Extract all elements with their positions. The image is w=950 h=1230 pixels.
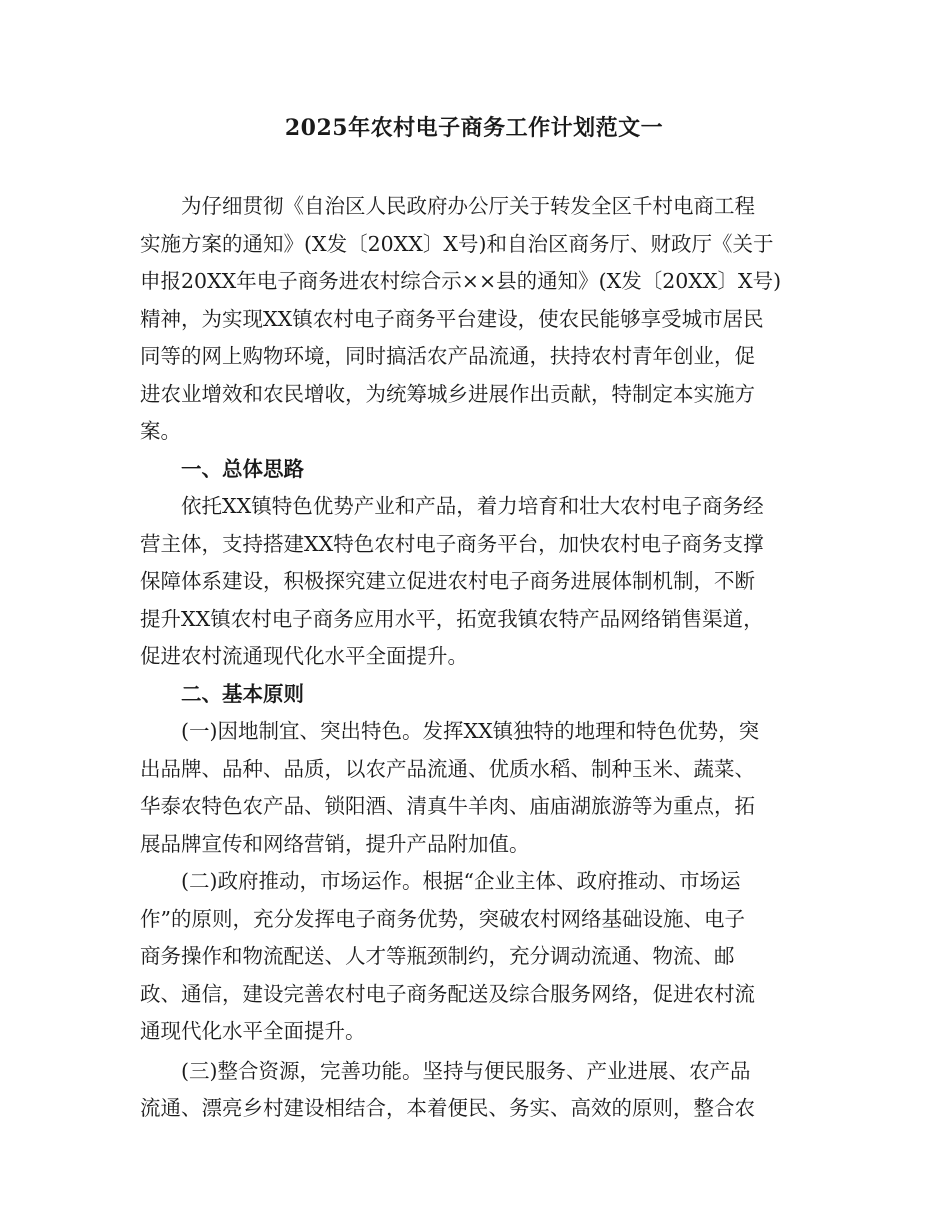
document-title: 2025年农村电子商务工作计划范文一 xyxy=(284,115,664,141)
document-page xyxy=(140,112,808,1128)
overall-approach-paragraph: 依托XX镇特色优势产业和产品，着力培育和壮大农村电子商务经 营主体，支持搭建XX特色农村电子商务平台，加快农村电子商务支撑 保障体系建设，积极探究建立促进农村电子商务进展体制机制，不断 提升XX镇农村电子商务应用水平，拓宽我镇农特产品网络销售渠道， 促进农村流通现代化水平全面提升。 xyxy=(140,494,764,668)
section-heading-overall-approach: 一、总体思路 xyxy=(181,456,304,481)
section-heading-basic-principles: 二、基本原则 xyxy=(181,681,304,706)
intro-paragraph: 为仔细贯彻《自治区人民政府办公厅关于转发全区千村电商工程 实施方案的通知》(X发〔20XX〕X号)和自治区商务厅、财政厅《关于 申报20XX年电子商务进农村综合示××县的通知》(X发〔20XX〕X号) 精神，为实现XX镇农村电子商务平台建设，使农民能够享受城市居民 同等的网上购物环境，同时搞活农产品流通，扶持农村青年创业，促 进农业增效和农民增收，为统筹城乡进展作出贡献，特制定本实施方 案。 xyxy=(140,194,782,443)
principle-paragraph-3: (三)整合资源，完善功能。坚持与便民服务、产业进展、农产品 流通、漂亮乡村建设相结合，本着便民、务实、高效的原则，整合农 xyxy=(140,1058,755,1120)
principle-paragraph-1: (一)因地制宜、突出特色。发挥XX镇独特的地理和特色优势，突 出品牌、品种、品质，以农产品流通、优质水稻、制种玉米、蔬菜、 华泰农特色农产品、锁阳酒、清真牛羊肉、庙庙湖旅游等为重点，拓 展品牌宣传和网络营销，提升产品附加值。 xyxy=(140,719,760,856)
principle-paragraph-2: (二)政府推动，市场运作。根据“企业主体、政府推动、市场运 作”的原则，充分发挥电子商务优势，突破农村网络基础设施、电子 商务操作和物流配送、人才等瓶颈制约，充分调动流通、物流、邮 政、通信，建设完善农村电子商务配送及综合服务网络，促进农村流 通现代化水平全面提升。 xyxy=(140,869,755,1043)
